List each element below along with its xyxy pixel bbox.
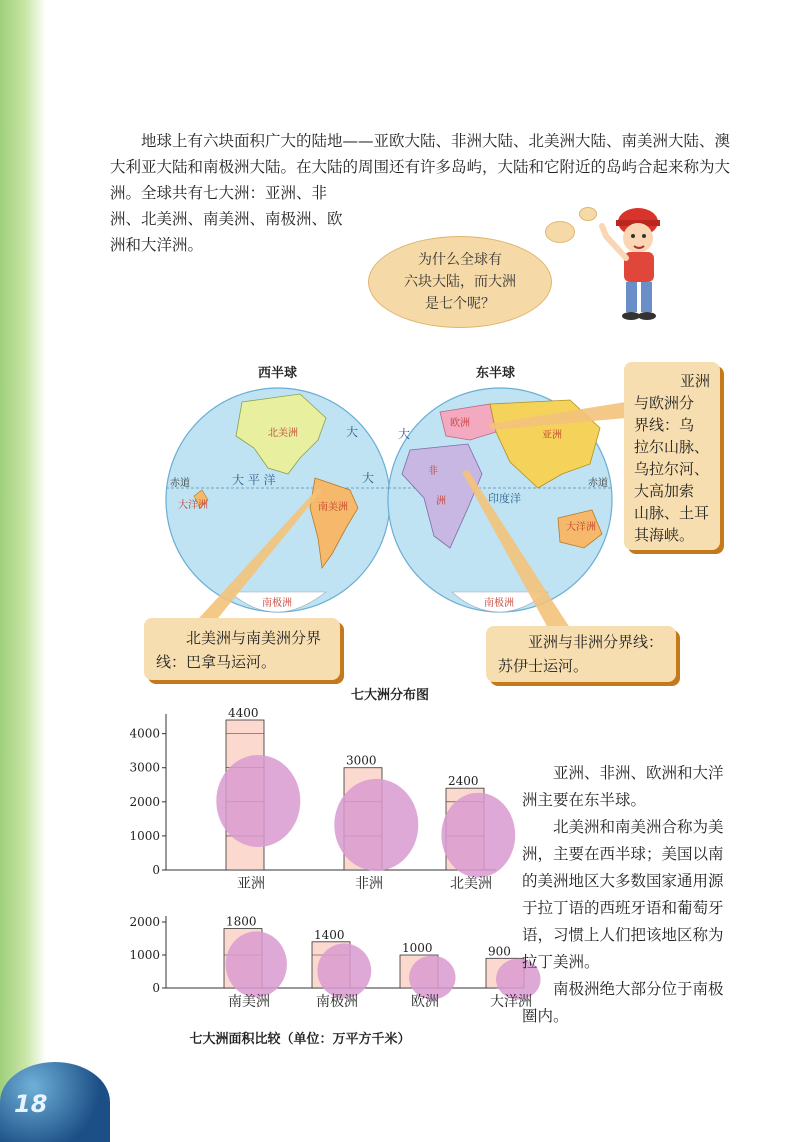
asia-africa-boundary-callout bbox=[486, 626, 676, 682]
bar-value-label: 1000 bbox=[402, 941, 433, 955]
bar-value-label: 2400 bbox=[448, 774, 479, 789]
intro-paragraph bbox=[110, 128, 750, 154]
callout-line: 大高加索 bbox=[634, 482, 695, 500]
intro-line: 大利亚大陆和南极洲大陆。在大陆的周围还有许多岛屿，大陆和它附近的岛屿合起来称为大 bbox=[110, 158, 731, 176]
bubble-line: 为什么全球有 bbox=[418, 252, 502, 268]
africa-label: 非 bbox=[428, 466, 438, 477]
europe-label: 欧洲 bbox=[450, 418, 470, 429]
atlantic-label: 大 bbox=[362, 471, 375, 485]
y-tick-label: 4000 bbox=[129, 726, 160, 741]
y-tick-label: 0 bbox=[152, 981, 160, 995]
bar-value-label: 3000 bbox=[346, 753, 377, 768]
continent-silhouette bbox=[409, 956, 455, 1000]
page-margin-strip bbox=[0, 0, 46, 1132]
eurasia-boundary-callout bbox=[624, 362, 720, 550]
page-number: 18 bbox=[14, 1090, 48, 1118]
category-label: 欧洲 bbox=[411, 994, 439, 1010]
y-tick-label: 1000 bbox=[129, 948, 160, 962]
y-tick-label: 3000 bbox=[129, 760, 160, 775]
indian-ocean-label: 印度洋 bbox=[488, 492, 521, 505]
west-hemisphere bbox=[166, 388, 390, 612]
oceania-label-west: 大洋洲 bbox=[178, 500, 208, 511]
bar-value-label: 4400 bbox=[228, 706, 259, 720]
continent-silhouette bbox=[317, 943, 371, 998]
paragraph: 亚洲、非洲、欧洲和大洋洲主要在东半球。 bbox=[522, 764, 724, 809]
bubble-line: 六块大陆，而大洲 bbox=[404, 274, 516, 290]
callout-line: 乌拉尔河、 bbox=[634, 460, 710, 478]
bubble-line: 是七个呢？ bbox=[425, 296, 495, 312]
thought-bubble bbox=[368, 236, 552, 328]
callout-line: 苏伊士运河。 bbox=[498, 657, 589, 675]
callout-line: 界线：乌 bbox=[634, 416, 695, 434]
ocean-label: 大 bbox=[346, 425, 359, 439]
y-tick-label: 0 bbox=[152, 863, 160, 877]
continent-silhouette bbox=[441, 793, 515, 878]
east-hemisphere-title: 东半球 bbox=[476, 366, 516, 381]
bar-value-label: 900 bbox=[488, 944, 511, 959]
category-label: 北美洲 bbox=[450, 876, 492, 892]
callout-line: 线：巴拿马运河。 bbox=[156, 653, 277, 671]
equator-label-west: 赤道 bbox=[170, 478, 190, 489]
y-tick-label: 1000 bbox=[129, 828, 160, 843]
category-label: 南极洲 bbox=[316, 994, 358, 1010]
map-caption: 七大洲分布图 bbox=[350, 688, 429, 703]
category-label: 非洲 bbox=[355, 876, 383, 892]
continent-silhouette bbox=[334, 779, 418, 871]
antarctica-label-east: 南极洲 bbox=[484, 598, 514, 609]
north-america-label: 北美洲 bbox=[268, 428, 298, 439]
callout-line: 与欧洲分 bbox=[634, 394, 695, 412]
paragraph: 南极洲绝大部分位于南极圈内。 bbox=[522, 980, 724, 1025]
oceania-label-east: 大洋洲 bbox=[566, 522, 596, 533]
intro-line: 洲和大洋洲。 bbox=[110, 236, 204, 254]
continent-silhouette bbox=[226, 931, 287, 997]
africa-label-2: 洲 bbox=[436, 496, 446, 507]
paragraph: 北美洲和南美洲合称为美洲，主要在西半球；美国以南的美洲地区大多数国家通用源于拉丁语的西班牙语和葡萄牙语，习惯上人们把该地区称为拉丁美洲。 bbox=[522, 818, 724, 971]
right-column-text bbox=[522, 760, 734, 1030]
south-america-label: 南美洲 bbox=[318, 502, 348, 513]
callout-line: 亚洲与非洲分界线： bbox=[528, 633, 664, 651]
callout-line: 山脉、土耳 bbox=[634, 504, 710, 522]
callout-line: 拉尔山脉、 bbox=[634, 438, 710, 456]
asia-label: 亚洲 bbox=[542, 430, 562, 441]
west-hemisphere-title: 西半球 bbox=[258, 366, 298, 381]
intro-line: 地球上有六块面积广大的陆地——亚欧大陆、非洲大陆、北美洲大陆、南美洲大陆、澳 bbox=[141, 132, 731, 150]
bar-value-label: 1400 bbox=[314, 927, 345, 942]
cartoon-boy-illustration bbox=[594, 196, 674, 322]
americas-boundary-callout bbox=[144, 618, 340, 680]
callout-line: 北美洲与南美洲分界 bbox=[186, 629, 322, 647]
intro-line: 洲、北美洲、南美洲、南极洲、欧 bbox=[110, 210, 343, 228]
area-comparison-chart bbox=[120, 704, 532, 1044]
category-label: 南美洲 bbox=[228, 994, 270, 1010]
bubble-tail-dot bbox=[545, 221, 575, 243]
equator-label-east: 赤道 bbox=[588, 478, 608, 489]
y-tick-label: 2000 bbox=[129, 915, 160, 929]
antarctica-label-west: 南极洲 bbox=[262, 598, 292, 609]
intro-line: 洲。全球共有七大洲：亚洲、非 bbox=[110, 184, 328, 202]
y-tick-label: 2000 bbox=[129, 794, 160, 809]
seven-continents-map bbox=[150, 378, 630, 628]
continent-silhouette bbox=[216, 755, 300, 847]
ocean-label-east: 大 bbox=[398, 427, 411, 441]
category-label: 亚洲 bbox=[237, 876, 265, 892]
chart-caption: 七大洲面积比较（单位：万平方千米） bbox=[189, 1032, 411, 1047]
callout-line: 其海峡。 bbox=[634, 526, 695, 544]
pacific-label: 大 平 洋 bbox=[232, 473, 276, 487]
category-label: 大洋洲 bbox=[490, 994, 532, 1010]
callout-line: 亚洲 bbox=[679, 372, 710, 390]
bar-value-label: 1800 bbox=[226, 914, 257, 929]
